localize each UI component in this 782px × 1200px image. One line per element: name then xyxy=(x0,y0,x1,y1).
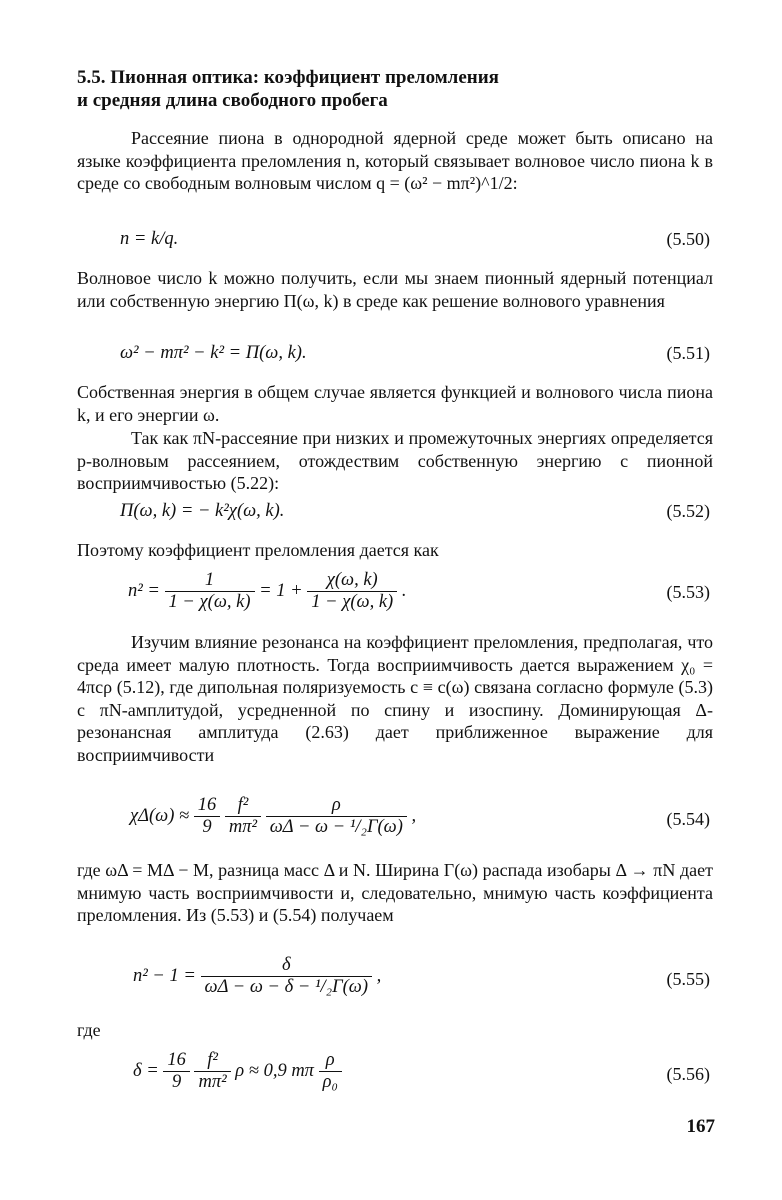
paragraph-7: где ωΔ = MΔ − M, разница масс Δ и N. Ширина Γ(ω) распада изобары Δ → πN дает мнимую часть восприимчивости и, следовательно, мнимую часть коэффициента преломления. Из (5.53) и (5.54) получаем xyxy=(77,860,713,925)
page-number: 167 xyxy=(686,1116,715,1137)
equation-5-54-fraction-1 xyxy=(194,795,221,838)
equation-5-52-body: Π(ω, k) = − k²χ(ω, k). xyxy=(120,501,285,521)
equation-5-53-fraction-2 xyxy=(307,570,397,613)
equation-5-56-fraction-1-denominator: 9 xyxy=(163,1071,190,1093)
equation-5-55-body xyxy=(133,955,381,998)
equation-5-56-middle: ρ ≈ 0,9 mπ xyxy=(235,1060,314,1081)
equation-5-53-lhs: n² = xyxy=(128,580,160,601)
equation-5-52-number: (5.52) xyxy=(666,501,710,521)
equation-5-56-fraction-2 xyxy=(194,1050,230,1093)
equation-5-53-body xyxy=(128,570,406,613)
equation-5-55 xyxy=(0,955,782,1003)
paragraph-6: Изучим влияние резонанса на коэффициент преломления, предполагая, что среда имеет малую плотность. Тогда восприимчивость дается выражением χ₀ = 4πcρ (5.12), где дипольная поляризуемость c ≡ c(ω) связана согласно формуле (5.3) с πN-амплитудой, усредненной по спину и изоспину. Доминирующая Δ-резонансная амплитуда (2.63) дает приближенное выражение для восприимчивости xyxy=(77,632,713,765)
paragraph-4: Так как πN-рассеяние при низких и промежуточных энергиях определяется p-волновым рассеянием, отождествим собственную энергию с пионной восприимчивостью (5.22): xyxy=(77,428,713,493)
equation-5-52 xyxy=(0,501,782,541)
equation-5-56 xyxy=(0,1050,782,1098)
equation-5-54-number: (5.54) xyxy=(666,809,710,829)
equation-5-56-body xyxy=(133,1050,342,1093)
equation-5-53 xyxy=(0,570,782,616)
equation-5-54-body xyxy=(130,795,416,838)
equation-5-56-fraction-2-numerator: f² xyxy=(207,1050,218,1070)
equation-5-53-number: (5.53) xyxy=(666,582,710,602)
equation-5-54-fraction-2-numerator: f² xyxy=(237,795,249,815)
equation-5-54-fraction-3-denominator: ωΔ − ω − ¹/₂Γ(ω) xyxy=(266,816,407,838)
section-heading xyxy=(77,66,717,112)
equation-5-54-fraction-1-denominator: 9 xyxy=(194,816,221,838)
equation-5-53-fraction-2-numerator: χ(ω, k) xyxy=(326,570,378,590)
section-title-line-1: 5.5. Пионная оптика: коэффициент преломления xyxy=(77,67,499,88)
equation-5-50 xyxy=(0,229,782,269)
equation-5-55-fraction-1-denominator: ωΔ − ω − δ − ¹/₂Γ(ω) xyxy=(201,976,372,998)
equation-5-56-fraction-1-numerator: 16 xyxy=(167,1050,186,1070)
paragraph-8: где xyxy=(77,1020,101,1040)
equation-5-54-lhs: χΔ(ω) ≈ xyxy=(130,805,190,826)
equation-5-53-fraction-1-numerator: 1 xyxy=(204,570,215,590)
equation-5-56-fraction-3-denominator: ρ₀ xyxy=(319,1071,342,1093)
equation-5-56-fraction-3 xyxy=(319,1050,342,1093)
equation-5-54-fraction-3-numerator: ρ xyxy=(331,795,341,815)
equation-5-54 xyxy=(0,795,782,843)
equation-5-53-middle: = 1 + xyxy=(259,580,303,601)
equation-5-56-number: (5.56) xyxy=(666,1064,710,1084)
equation-5-55-fraction-1-numerator: δ xyxy=(281,955,291,975)
equation-5-53-end: . xyxy=(401,580,407,601)
equation-5-54-fraction-2 xyxy=(225,795,261,838)
equation-5-55-fraction-1 xyxy=(201,955,372,998)
paragraph-3: Собственная энергия в общем случае является функцией и волнового числа пиона k, и его энергии ω. xyxy=(77,382,713,425)
equation-5-53-fraction-2-denominator: 1 − χ(ω, k) xyxy=(307,591,397,613)
equation-5-50-number: (5.50) xyxy=(666,229,710,249)
equation-5-54-fraction-1-numerator: 16 xyxy=(197,795,217,815)
equation-5-54-fraction-2-denominator: mπ² xyxy=(225,816,261,838)
equation-5-55-number: (5.55) xyxy=(666,969,710,989)
paragraph-1: Рассеяние пиона в однородной ядерной среде может быть описано на языке коэффициента преломления n, который связывает волновое число пиона k в среде со свободным волновым числом q = (ω² − mπ²)^1/2: xyxy=(77,128,713,193)
paragraph-2: Волновое число k можно получить, если мы знаем пионный ядерный потенциал или собственную энергию Π(ω, k) в среде как решение волнового уравнения xyxy=(77,268,713,311)
equation-5-56-lhs: δ = xyxy=(133,1060,159,1081)
equation-5-53-fraction-1-denominator: 1 − χ(ω, k) xyxy=(165,591,255,613)
paragraph-5: Поэтому коэффициент преломления дается как xyxy=(77,540,439,560)
section-title-line-2: и средняя длина свободного пробега xyxy=(77,90,388,111)
equation-5-56-fraction-3-numerator: ρ xyxy=(325,1050,335,1070)
equation-5-50-body: n = k/q. xyxy=(120,229,179,249)
equation-5-54-end: , xyxy=(411,805,417,826)
equation-5-53-fraction-1 xyxy=(165,570,255,613)
equation-5-55-end: , xyxy=(376,965,382,986)
equation-5-56-fraction-2-denominator: mπ² xyxy=(194,1071,230,1093)
equation-5-51-body: ω² − mπ² − k² = Π(ω, k). xyxy=(120,343,307,363)
equation-5-56-fraction-1 xyxy=(163,1050,190,1093)
equation-5-51-number: (5.51) xyxy=(666,343,710,363)
equation-5-54-fraction-3 xyxy=(266,795,407,838)
equation-5-51 xyxy=(0,343,782,383)
equation-5-55-lhs: n² − 1 = xyxy=(133,965,196,986)
